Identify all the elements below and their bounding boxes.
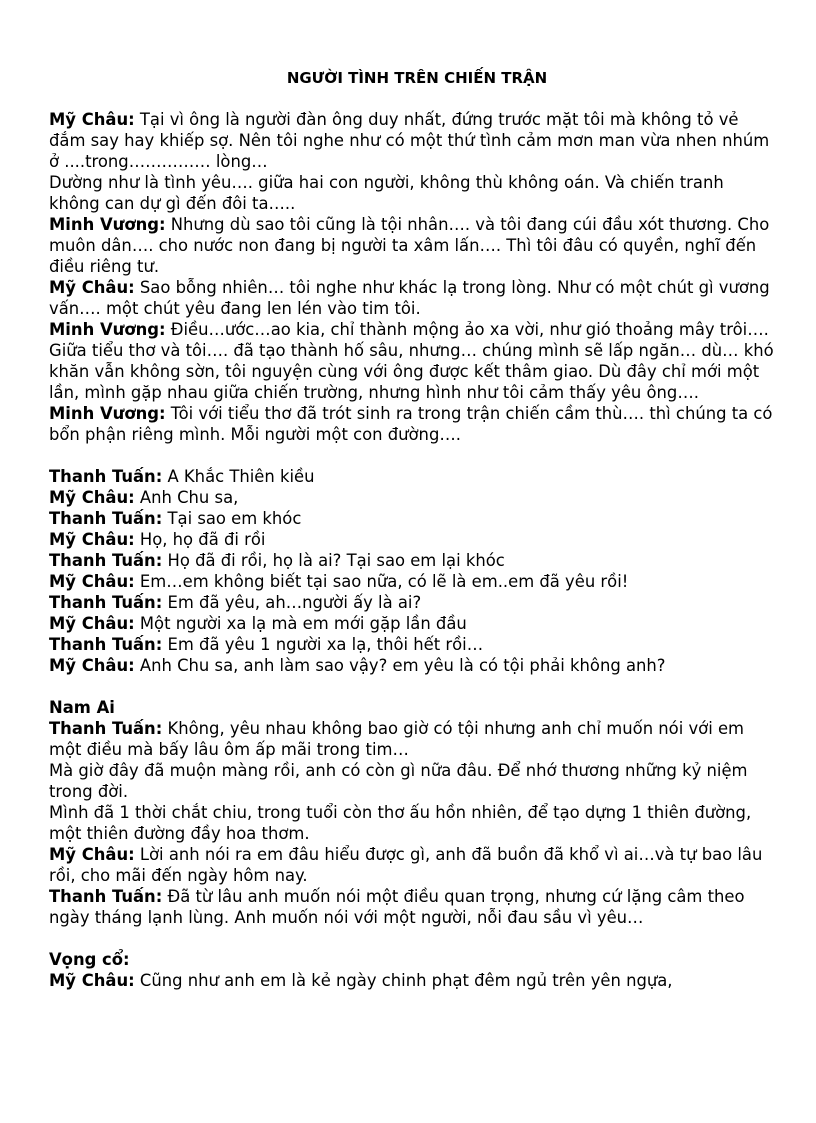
dialogue-text: Nhưng dù sao tôi cũng là tội nhân…. và tôi đang cúi đầu xót thương. Cho muôn dân…. cho nước non đang bị người ta xâm lấn…. Thì tôi đâu có quyền, nghĩ đến điều riêng tư. <box>49 215 770 276</box>
dialogue-text: Tại sao em khóc <box>162 509 302 528</box>
dialogue-line <box>49 886 779 928</box>
dialogue-text: Điều…ước…ao kia, chỉ thành mộng ảo xa vời, như gió thoảng mây trôi…. Giữa tiểu thơ và tôi…. đã tạo thành hố sâu, nhưng… chúng mình sẽ lấp ngăn… dù… khó khăn vẫn không sờn, tôi nguyện cùng với ông được kết thâm giao. Dù đây chỉ mới một lần, mình gặp nhau giữa chiến trường, nhưng hình như tôi cảm thấy yêu ông…. <box>49 320 774 402</box>
dialogue-text: Tôi với tiểu thơ đã trót sinh ra trong trận chiến cầm thù…. thì chúng ta có bổn phận riêng mình. Mỗi người một con đường…. <box>49 404 773 444</box>
dialogue-text: Dường như là tình yêu…. giữa hai con người, không thù không oán. Và chiến tranh không can dự gì đến đôi ta….. <box>49 173 724 213</box>
dialogue-text: Cũng như anh em là kẻ ngày chinh phạt đêm ngủ trên yên ngựa, <box>134 971 673 990</box>
dialogue-text: Anh Chu sa, anh làm sao vậy? em yêu là có tội phải không anh? <box>134 656 666 675</box>
speaker-name: Mỹ Châu: <box>49 971 135 990</box>
speaker-name: Thanh Tuấn: <box>49 467 163 486</box>
dialogue-text: Em…em không biết tại sao nữa, có lẽ là em..em đã yêu rồi! <box>134 572 629 591</box>
speaker-name: Thanh Tuấn: <box>49 593 163 612</box>
dialogue-line <box>49 634 779 655</box>
speaker-name: Mỹ Châu: <box>49 656 135 675</box>
speaker-name: Mỹ Châu: <box>49 572 135 591</box>
dialogue-text: Họ, họ đã đi rồi <box>134 530 266 549</box>
dialogue-text: Một người xa lạ mà em mới gặp lần đầu <box>134 614 467 633</box>
speaker-name: Mỹ Châu: <box>49 278 135 297</box>
dialogue-line <box>49 277 779 319</box>
speaker-name: Mỹ Châu: <box>49 530 135 549</box>
speaker-name: Mỹ Châu: <box>49 614 135 633</box>
dialogue-text: Mà giờ đây đã muộn màng rồi, anh có còn gì nữa đâu. Để nhớ thương những kỷ niệm trong đời. <box>49 761 748 801</box>
dialogue-text: Sao bỗng nhiên… tôi nghe như khác lạ trong lòng. Như có một chút gì vương vấn…. một chút yêu đang len lén vào tim tôi. <box>49 278 770 318</box>
dialogue-text: Không, yêu nhau không bao giờ có tội nhưng anh chỉ muốn nói với em một điều mà bấy lâu ôm ấp mãi trong tim… <box>49 719 745 759</box>
speaker-name: Mỹ Châu: <box>49 488 135 507</box>
paragraph-gap <box>49 676 779 697</box>
paragraph-gap <box>49 445 779 466</box>
dialogue-line <box>49 508 779 529</box>
document-title: NGƯỜI TÌNH TRÊN CHIẾN TRẬN <box>286 69 548 87</box>
dialogue-block-3 <box>49 718 779 928</box>
dialogue-line <box>49 970 779 991</box>
speaker-name: Mỹ Châu: <box>49 110 135 129</box>
dialogue-line <box>49 529 779 550</box>
dialogue-block-1 <box>49 109 779 445</box>
dialogue-block-2 <box>49 466 779 676</box>
document-page <box>49 68 779 991</box>
dialogue-text: Anh Chu sa, <box>134 488 239 507</box>
dialogue-line <box>49 592 779 613</box>
dialogue-line <box>49 109 779 172</box>
dialogue-text: Mình đã 1 thời chắt chiu, trong tuổi còn thơ ấu hồn nhiên, để tạo dựng 1 thiên đường, một thiên đường đầy hoa thơm. <box>49 803 752 843</box>
dialogue-line <box>49 844 779 886</box>
dialogue-line <box>49 403 779 445</box>
speaker-name: Minh Vương: <box>49 215 166 234</box>
paragraph-gap <box>49 928 779 949</box>
speaker-name: Mỹ Châu: <box>49 845 135 864</box>
dialogue-line <box>49 487 779 508</box>
dialogue-line <box>49 319 779 403</box>
dialogue-line <box>49 802 779 844</box>
speaker-name: Minh Vương: <box>49 404 166 423</box>
dialogue-text: A Khắc Thiên kiều <box>162 467 315 486</box>
speaker-name: Thanh Tuấn: <box>49 551 163 570</box>
dialogue-line <box>49 760 779 802</box>
dialogue-block-4 <box>49 970 779 991</box>
speaker-name: Thanh Tuấn: <box>49 719 163 738</box>
speaker-name: Minh Vương: <box>49 320 166 339</box>
dialogue-line <box>49 214 779 277</box>
dialogue-line <box>49 172 779 214</box>
speaker-name: Thanh Tuấn: <box>49 509 163 528</box>
dialogue-text: Em đã yêu 1 người xa lạ, thôi hết rồi… <box>162 635 484 654</box>
dialogue-line <box>49 466 779 487</box>
section-heading-nam-ai: Nam Ai <box>49 698 115 717</box>
dialogue-text: Lời anh nói ra em đâu hiểu được gì, anh đã buồn đã khổ vì ai…và tự bao lâu rồi, cho mãi đến ngày hôm nay. <box>49 845 763 885</box>
dialogue-text: Họ đã đi rồi, họ là ai? Tại sao em lại khóc <box>162 551 505 570</box>
dialogue-line <box>49 655 779 676</box>
speaker-name: Thanh Tuấn: <box>49 635 163 654</box>
dialogue-text: Tại vì ông là người đàn ông duy nhất, đứng trước mặt tôi mà không tỏ vẻ đắm say hay khiếp sợ. Nên tôi nghe như có một thứ tình cảm mơn man vừa nhen nhúm ở ....trong…………… lòng… <box>49 110 770 171</box>
dialogue-line <box>49 571 779 592</box>
dialogue-text: Đã từ lâu anh muốn nói một điều quan trọng, nhưng cứ lặng câm theo ngày tháng lạnh lùng. Anh muốn nói với một người, nỗi đau sầu vì yêu… <box>49 887 745 927</box>
section-heading-vong-co: Vọng cổ: <box>49 950 130 969</box>
dialogue-line <box>49 718 779 760</box>
dialogue-line <box>49 550 779 571</box>
speaker-name: Thanh Tuấn: <box>49 887 163 906</box>
dialogue-text: Em đã yêu, ah…người ấy là ai? <box>162 593 422 612</box>
dialogue-line <box>49 613 779 634</box>
